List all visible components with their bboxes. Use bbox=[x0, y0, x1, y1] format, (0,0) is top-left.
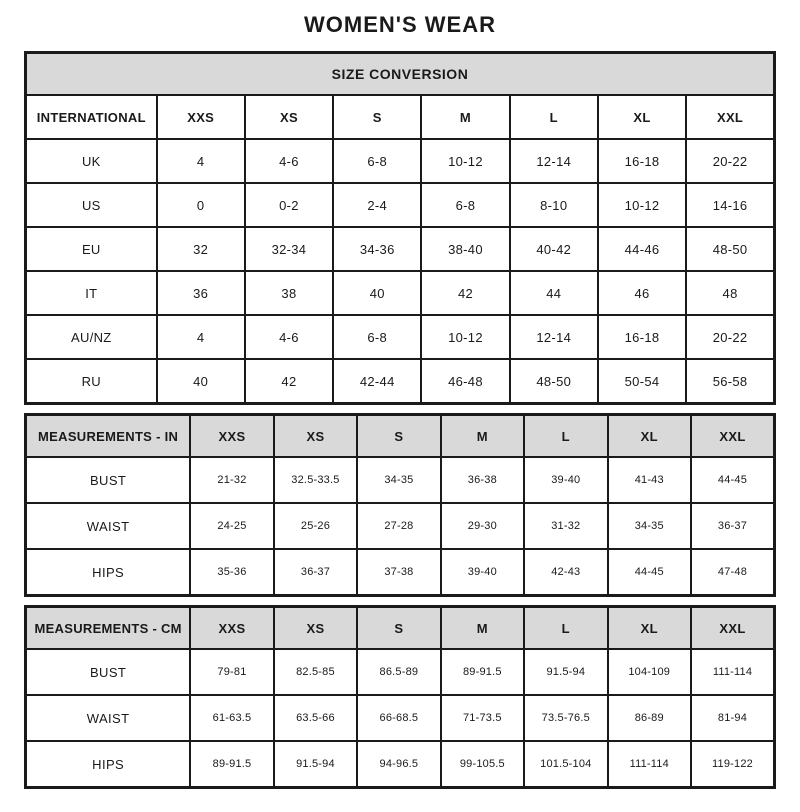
value-cell: 40-42 bbox=[510, 227, 598, 271]
value-cell: 16-18 bbox=[598, 315, 686, 359]
row-label: EU bbox=[26, 227, 157, 271]
size-column-header: M bbox=[441, 607, 524, 650]
row-label: WAIST bbox=[26, 503, 191, 549]
row-label: HIPS bbox=[26, 741, 191, 788]
value-cell: 34-35 bbox=[608, 503, 691, 549]
value-cell: 37-38 bbox=[357, 549, 440, 596]
value-cell: 38 bbox=[245, 271, 333, 315]
value-cell: 20-22 bbox=[686, 315, 774, 359]
table-row bbox=[26, 549, 775, 596]
table-row bbox=[26, 457, 775, 503]
value-cell: 44 bbox=[510, 271, 598, 315]
value-cell: 61-63.5 bbox=[190, 695, 273, 741]
value-cell: 10-12 bbox=[598, 183, 686, 227]
value-cell: 48-50 bbox=[686, 227, 774, 271]
size-column-header: L bbox=[524, 607, 607, 650]
value-cell: 111-114 bbox=[691, 649, 775, 695]
row-label: UK bbox=[26, 139, 157, 183]
value-cell: 50-54 bbox=[598, 359, 686, 404]
value-cell: 38-40 bbox=[421, 227, 509, 271]
value-cell: 91.5-94 bbox=[274, 741, 357, 788]
table-row bbox=[26, 271, 775, 315]
value-cell: 73.5-76.5 bbox=[524, 695, 607, 741]
table-row bbox=[26, 359, 775, 404]
value-cell: 24-25 bbox=[190, 503, 273, 549]
size-column-header: XL bbox=[598, 95, 686, 139]
value-cell: 71-73.5 bbox=[441, 695, 524, 741]
row-label: BUST bbox=[26, 649, 191, 695]
table-row bbox=[26, 183, 775, 227]
value-cell: 99-105.5 bbox=[441, 741, 524, 788]
value-cell: 42 bbox=[421, 271, 509, 315]
value-cell: 82.5-85 bbox=[274, 649, 357, 695]
size-column-header: XXL bbox=[686, 95, 774, 139]
value-cell: 56-58 bbox=[686, 359, 774, 404]
value-cell: 6-8 bbox=[333, 315, 421, 359]
value-cell: 86.5-89 bbox=[357, 649, 440, 695]
value-cell: 119-122 bbox=[691, 741, 775, 788]
size-column-header: L bbox=[524, 415, 607, 458]
table-row bbox=[26, 695, 775, 741]
page-title: WOMEN'S WEAR bbox=[304, 12, 496, 37]
table-row bbox=[26, 139, 775, 183]
value-cell: 2-4 bbox=[333, 183, 421, 227]
row-label: IT bbox=[26, 271, 157, 315]
row-label: WAIST bbox=[26, 695, 191, 741]
table-row bbox=[26, 741, 775, 788]
value-cell: 91.5-94 bbox=[524, 649, 607, 695]
value-cell: 79-81 bbox=[190, 649, 273, 695]
size-column-header: XXS bbox=[190, 415, 273, 458]
value-cell: 31-32 bbox=[524, 503, 607, 549]
value-cell: 40 bbox=[157, 359, 245, 404]
value-cell: 86-89 bbox=[608, 695, 691, 741]
value-cell: 12-14 bbox=[510, 139, 598, 183]
size-column-header: S bbox=[357, 415, 440, 458]
header-row bbox=[26, 95, 775, 139]
row-label-header: MEASUREMENTS - IN bbox=[26, 415, 191, 458]
header-row bbox=[26, 415, 775, 458]
value-cell: 0 bbox=[157, 183, 245, 227]
value-cell: 42-44 bbox=[333, 359, 421, 404]
value-cell: 29-30 bbox=[441, 503, 524, 549]
value-cell: 36-37 bbox=[691, 503, 775, 549]
value-cell: 89-91.5 bbox=[190, 741, 273, 788]
value-cell: 27-28 bbox=[357, 503, 440, 549]
value-cell: 4 bbox=[157, 315, 245, 359]
row-label: RU bbox=[26, 359, 157, 404]
row-label: US bbox=[26, 183, 157, 227]
value-cell: 34-35 bbox=[357, 457, 440, 503]
measurements-in-table bbox=[24, 413, 776, 597]
row-label-header: INTERNATIONAL bbox=[26, 95, 157, 139]
table-row bbox=[26, 649, 775, 695]
table-row bbox=[26, 315, 775, 359]
measurements-cm-table bbox=[24, 605, 776, 789]
value-cell: 66-68.5 bbox=[357, 695, 440, 741]
value-cell: 48-50 bbox=[510, 359, 598, 404]
value-cell: 46-48 bbox=[421, 359, 509, 404]
value-cell: 104-109 bbox=[608, 649, 691, 695]
value-cell: 8-10 bbox=[510, 183, 598, 227]
size-column-header: S bbox=[357, 607, 440, 650]
value-cell: 94-96.5 bbox=[357, 741, 440, 788]
value-cell: 35-36 bbox=[190, 549, 273, 596]
value-cell: 6-8 bbox=[333, 139, 421, 183]
value-cell: 6-8 bbox=[421, 183, 509, 227]
value-cell: 63.5-66 bbox=[274, 695, 357, 741]
size-column-header: XL bbox=[608, 415, 691, 458]
value-cell: 81-94 bbox=[691, 695, 775, 741]
value-cell: 21-32 bbox=[190, 457, 273, 503]
value-cell: 44-46 bbox=[598, 227, 686, 271]
size-chart-sheet bbox=[0, 12, 800, 789]
size-column-header: S bbox=[333, 95, 421, 139]
header-row bbox=[26, 607, 775, 650]
value-cell: 111-114 bbox=[608, 741, 691, 788]
value-cell: 36-38 bbox=[441, 457, 524, 503]
value-cell: 12-14 bbox=[510, 315, 598, 359]
table-caption: SIZE CONVERSION bbox=[26, 53, 775, 96]
value-cell: 32-34 bbox=[245, 227, 333, 271]
value-cell: 40 bbox=[333, 271, 421, 315]
size-column-header: M bbox=[441, 415, 524, 458]
row-label: AU/NZ bbox=[26, 315, 157, 359]
value-cell: 46 bbox=[598, 271, 686, 315]
value-cell: 32 bbox=[157, 227, 245, 271]
size-column-header: XS bbox=[245, 95, 333, 139]
size-column-header: XL bbox=[608, 607, 691, 650]
value-cell: 36 bbox=[157, 271, 245, 315]
table-row bbox=[26, 227, 775, 271]
value-cell: 14-16 bbox=[686, 183, 774, 227]
value-cell: 4-6 bbox=[245, 139, 333, 183]
value-cell: 89-91.5 bbox=[441, 649, 524, 695]
value-cell: 10-12 bbox=[421, 139, 509, 183]
value-cell: 42-43 bbox=[524, 549, 607, 596]
value-cell: 36-37 bbox=[274, 549, 357, 596]
table-caption-row bbox=[26, 53, 775, 96]
value-cell: 34-36 bbox=[333, 227, 421, 271]
table-row bbox=[26, 503, 775, 549]
value-cell: 10-12 bbox=[421, 315, 509, 359]
value-cell: 42 bbox=[245, 359, 333, 404]
value-cell: 41-43 bbox=[608, 457, 691, 503]
value-cell: 44-45 bbox=[608, 549, 691, 596]
value-cell: 48 bbox=[686, 271, 774, 315]
value-cell: 25-26 bbox=[274, 503, 357, 549]
value-cell: 39-40 bbox=[524, 457, 607, 503]
size-column-header: L bbox=[510, 95, 598, 139]
value-cell: 0-2 bbox=[245, 183, 333, 227]
row-label-header: MEASUREMENTS - CM bbox=[26, 607, 191, 650]
row-label: BUST bbox=[26, 457, 191, 503]
value-cell: 4-6 bbox=[245, 315, 333, 359]
size-column-header: XS bbox=[274, 415, 357, 458]
value-cell: 44-45 bbox=[691, 457, 775, 503]
value-cell: 47-48 bbox=[691, 549, 775, 596]
size-column-header: XXS bbox=[190, 607, 273, 650]
value-cell: 4 bbox=[157, 139, 245, 183]
row-label: HIPS bbox=[26, 549, 191, 596]
value-cell: 32.5-33.5 bbox=[274, 457, 357, 503]
size-column-header: XS bbox=[274, 607, 357, 650]
value-cell: 16-18 bbox=[598, 139, 686, 183]
size-conversion-table bbox=[24, 51, 776, 405]
value-cell: 20-22 bbox=[686, 139, 774, 183]
size-column-header: XXS bbox=[157, 95, 245, 139]
size-column-header: XXL bbox=[691, 607, 775, 650]
size-column-header: M bbox=[421, 95, 509, 139]
value-cell: 101.5-104 bbox=[524, 741, 607, 788]
size-column-header: XXL bbox=[691, 415, 775, 458]
value-cell: 39-40 bbox=[441, 549, 524, 596]
